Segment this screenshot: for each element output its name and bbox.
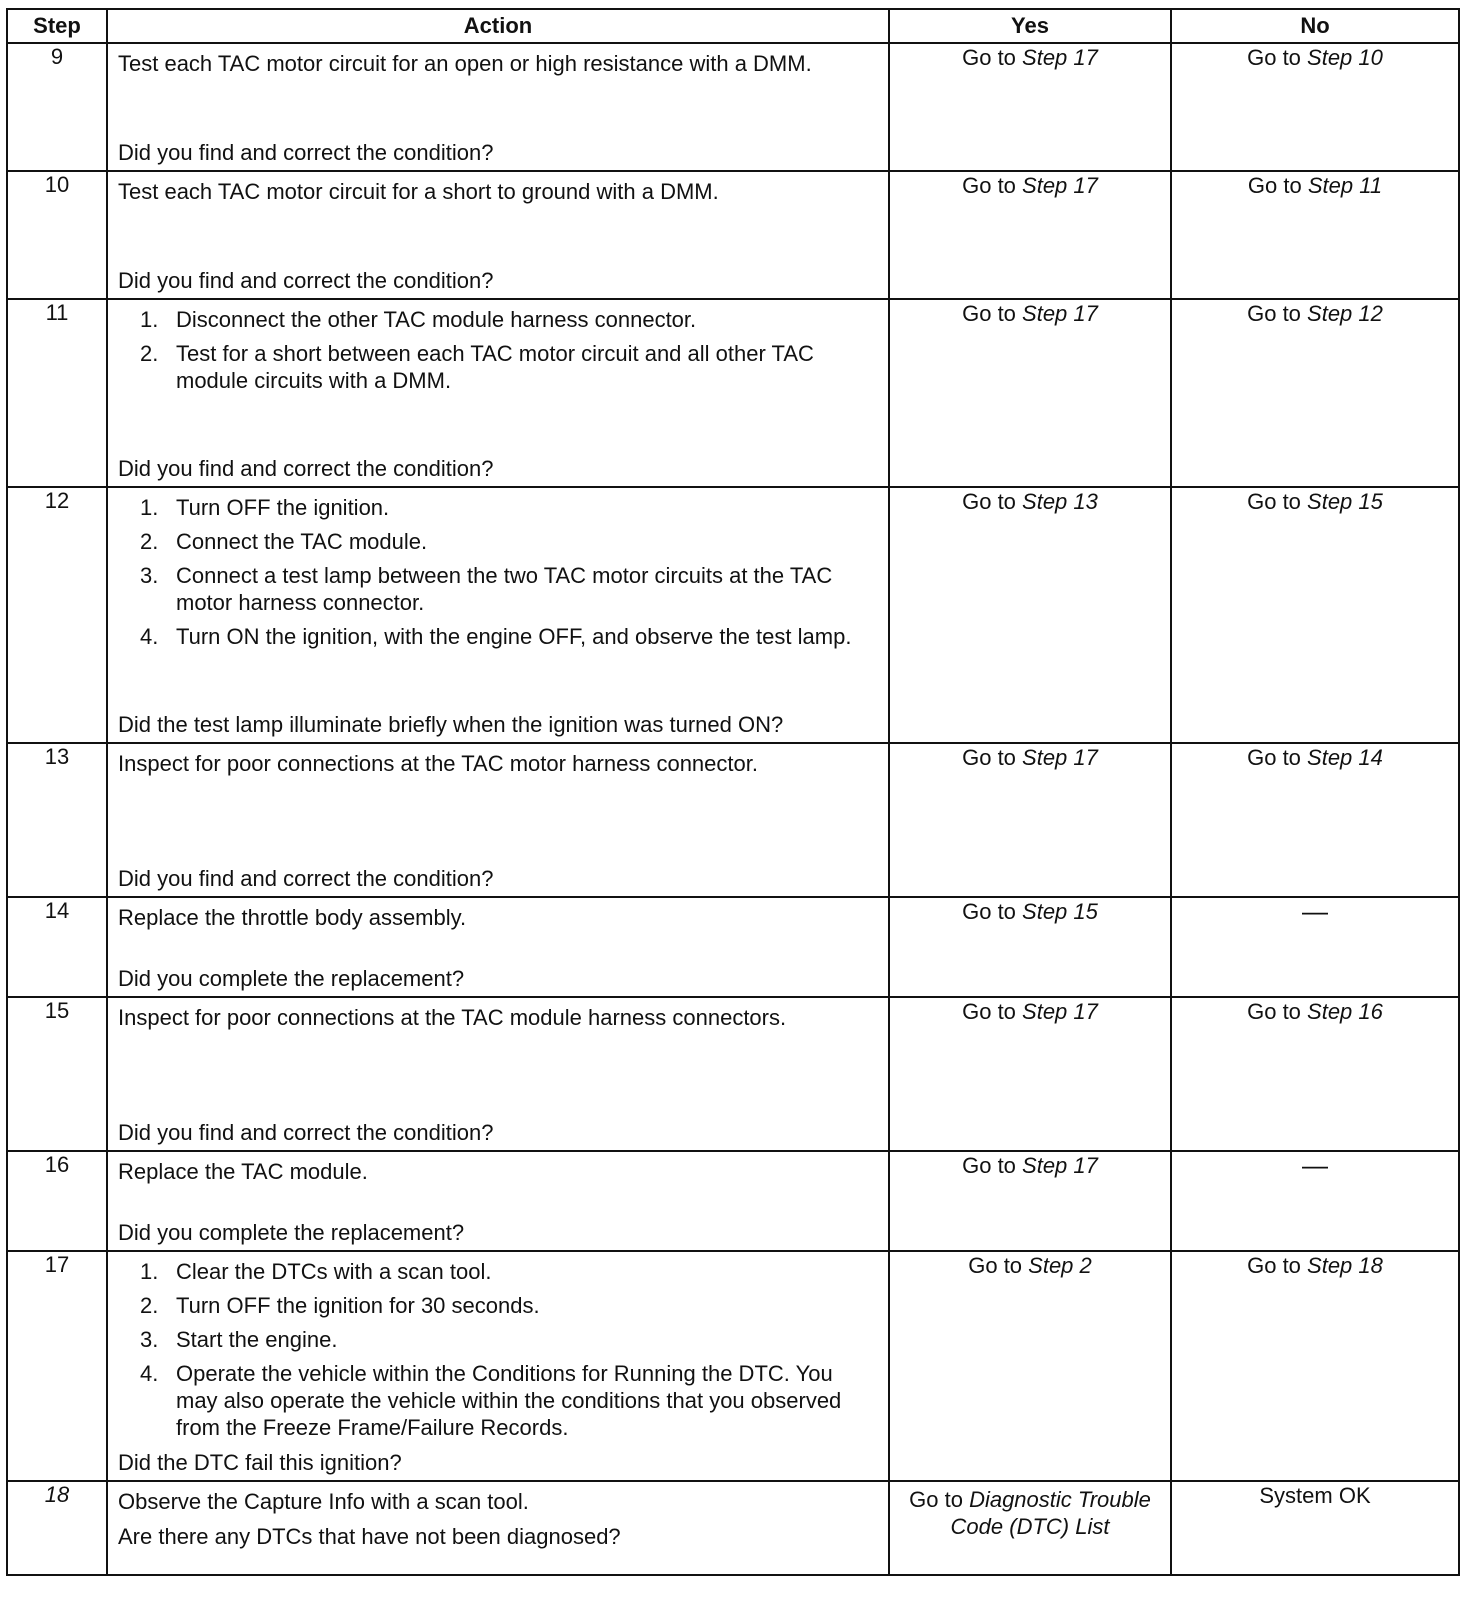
action-cell [107, 171, 889, 299]
yes-cell [889, 897, 1171, 997]
yes-link[interactable]: Step 17 [1022, 45, 1098, 70]
yes-cell [889, 997, 1171, 1151]
action-text: Replace the throttle body assembly. [118, 905, 467, 930]
no-prefix: Go to [1247, 745, 1308, 770]
no-cell [1171, 743, 1459, 897]
yes-cell [889, 743, 1171, 897]
no-link[interactable]: Step 14 [1307, 745, 1383, 770]
no-cell: System OK [1171, 1481, 1459, 1575]
list-item: 1. Disconnect the other TAC module harness connector. [140, 307, 697, 332]
step-number: 12 [7, 487, 107, 743]
action-text: Test each TAC motor circuit for an open or high resistance with a DMM. [118, 51, 812, 76]
step-number: 11 [7, 299, 107, 487]
action-cell [107, 43, 889, 171]
no-prefix: Go to [1247, 1253, 1308, 1278]
list-item: 2. Turn OFF the ignition for 30 seconds. [140, 1293, 540, 1318]
step-number: 15 [7, 997, 107, 1151]
action-text: Inspect for poor connections at the TAC motor harness connector. [118, 751, 758, 776]
action-text: Observe the Capture Info with a scan tool. [118, 1489, 529, 1514]
yes-link[interactable]: Step 17 [1022, 745, 1098, 770]
action-cell [107, 897, 889, 997]
no-prefix: Go to [1247, 999, 1308, 1024]
yes-link[interactable]: Step 17 [1022, 1153, 1098, 1178]
no-cell [1171, 43, 1459, 171]
yes-prefix: Go to [909, 1487, 970, 1512]
no-prefix: Go to [1247, 489, 1308, 514]
yes-cell [889, 1251, 1171, 1481]
table-row [7, 743, 1459, 897]
no-link[interactable]: Step 16 [1307, 999, 1383, 1024]
action-list [118, 306, 878, 394]
action-text: Test each TAC motor circuit for a short to ground with a DMM. [118, 179, 719, 204]
yes-cell [889, 1481, 1171, 1575]
action-question: Did you find and correct the condition? [118, 140, 494, 165]
table-row [7, 997, 1459, 1151]
header-row [7, 9, 1459, 43]
header-step: Step [7, 9, 107, 43]
yes-link[interactable]: Step 17 [1022, 999, 1098, 1024]
step-number: 13 [7, 743, 107, 897]
no-cell: — [1171, 1151, 1459, 1251]
yes-link[interactable]: Step 17 [1022, 301, 1098, 326]
no-cell [1171, 171, 1459, 299]
action-cell [107, 743, 889, 897]
table-row [7, 487, 1459, 743]
action-question: Did you complete the replacement? [118, 966, 465, 991]
diagnostic-table [6, 8, 1460, 1576]
yes-link[interactable]: Step 13 [1022, 489, 1098, 514]
step-number: 18 [7, 1481, 107, 1575]
no-cell: — [1171, 897, 1459, 997]
step-number: 10 [7, 171, 107, 299]
step-number: 9 [7, 43, 107, 171]
table-row [7, 171, 1459, 299]
action-question: Did you find and correct the condition? [118, 268, 494, 293]
yes-prefix: Go to [962, 173, 1023, 198]
header-no: No [1171, 9, 1459, 43]
action-text: Inspect for poor connections at the TAC module harness connectors. [118, 1005, 787, 1030]
no-link[interactable]: Step 15 [1307, 489, 1383, 514]
yes-prefix: Go to [962, 999, 1023, 1024]
step-number: 16 [7, 1151, 107, 1251]
no-cell [1171, 997, 1459, 1151]
no-link[interactable]: Step 10 [1307, 45, 1383, 70]
action-cell [107, 487, 889, 743]
action-question: Did you find and correct the condition? [118, 1120, 494, 1145]
yes-cell [889, 1151, 1171, 1251]
table-row [7, 1251, 1459, 1481]
list-item: 3. Start the engine. [140, 1327, 338, 1352]
list-item: 3. Connect a test lamp between the two TAC motor circuits at the TAC motor harness connector. [140, 563, 833, 615]
action-question: Did the test lamp illuminate briefly when the ignition was turned ON? [118, 712, 784, 737]
action-cell [107, 299, 889, 487]
list-item: 1. Turn OFF the ignition. [140, 495, 390, 520]
action-question: Did you complete the replacement? [118, 1220, 465, 1245]
table-row [7, 1151, 1459, 1251]
no-cell [1171, 487, 1459, 743]
yes-prefix: Go to [962, 899, 1023, 924]
action-list [118, 494, 878, 650]
action-cell [107, 997, 889, 1151]
no-prefix: Go to [1247, 301, 1308, 326]
no-link[interactable]: Step 12 [1307, 301, 1383, 326]
yes-cell [889, 171, 1171, 299]
action-cell [107, 1251, 889, 1481]
no-prefix: Go to [1247, 45, 1308, 70]
yes-link[interactable]: Step 17 [1022, 173, 1098, 198]
action-question: Did the DTC fail this ignition? [118, 1450, 402, 1475]
action-cell [107, 1151, 889, 1251]
list-item: 1. Clear the DTCs with a scan tool. [140, 1259, 492, 1284]
action-question: Are there any DTCs that have not been diagnosed? [118, 1524, 621, 1549]
no-cell [1171, 1251, 1459, 1481]
yes-cell [889, 43, 1171, 171]
yes-cell [889, 299, 1171, 487]
list-item: 4. Turn ON the ignition, with the engine OFF, and observe the test lamp. [140, 624, 852, 649]
table-row [7, 299, 1459, 487]
action-question: Did you find and correct the condition? [118, 866, 494, 891]
yes-prefix: Go to [962, 1153, 1023, 1178]
action-text: Replace the TAC module. [118, 1159, 368, 1184]
header-action: Action [107, 9, 889, 43]
yes-cell [889, 487, 1171, 743]
table-row [7, 897, 1459, 997]
list-item: 2. Test for a short between each TAC motor circuit and all other TAC module circuits with a DMM. [140, 341, 814, 393]
yes-prefix: Go to [968, 1253, 1029, 1278]
table-row [7, 1481, 1459, 1575]
yes-prefix: Go to [962, 45, 1023, 70]
no-prefix: Go to [1247, 173, 1308, 198]
action-list [118, 1258, 878, 1441]
no-link[interactable]: Step 11 [1307, 173, 1383, 198]
yes-prefix: Go to [962, 489, 1023, 514]
action-question: Did you find and correct the condition? [118, 456, 494, 481]
action-cell [107, 1481, 889, 1575]
no-link[interactable]: Step 18 [1307, 1253, 1383, 1278]
list-item: 2. Connect the TAC module. [140, 529, 428, 554]
step-number: 17 [7, 1251, 107, 1481]
yes-link[interactable]: Step 2 [1028, 1253, 1092, 1278]
step-number: 14 [7, 897, 107, 997]
yes-link[interactable]: Step 15 [1022, 899, 1098, 924]
table-row [7, 43, 1459, 171]
no-cell [1171, 299, 1459, 487]
list-item: 4. Operate the vehicle within the Conditions for Running the DTC. You may also operate the vehicle within the conditions that you observed from the Freeze Frame/Failure Records. [140, 1361, 842, 1440]
yes-prefix: Go to [962, 745, 1023, 770]
header-yes: Yes [889, 9, 1171, 43]
yes-link[interactable]: Diagnostic Trouble Code (DTC) List [950, 1487, 1151, 1539]
yes-prefix: Go to [962, 301, 1023, 326]
